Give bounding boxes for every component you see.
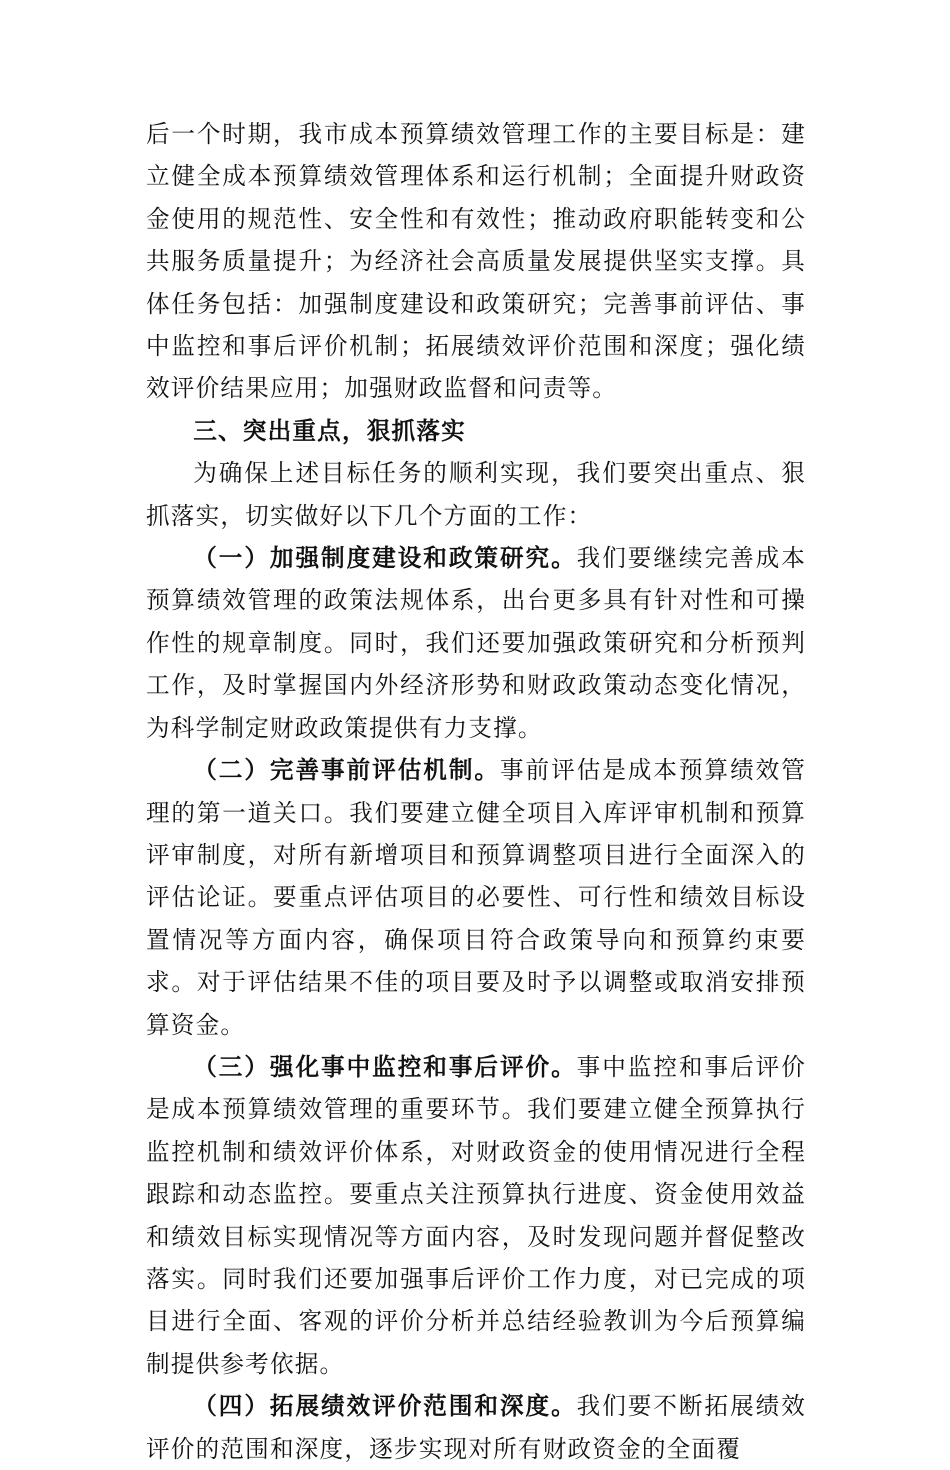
document-body <box>146 113 806 1470</box>
paragraph-intro-text: 为确保上述目标任务的顺利实现，我们要突出重点、狠抓落实，切实做好以下几个方面的工作： <box>146 459 806 530</box>
paragraph-intro <box>146 452 806 537</box>
subsection-one-body: 我们要继续完善成本预算绩效管理的政策法规体系，出台更多具有针对性和可操作性的规章制度。同时，我们还要加强政策研究和分析预判工作，及时掌握国内外经济形势和财政政策动态变化情况，为科学制定财政政策提供有力支撑。 <box>146 544 806 742</box>
subsection-two <box>146 749 806 1046</box>
subsection-three <box>146 1046 806 1385</box>
subsection-four <box>146 1385 806 1470</box>
subsection-two-body: 事前评估是成本预算绩效管理的第一道关口。我们要建立健全项目入库评审机制和预算评审制度，对所有新增项目和预算调整项目进行全面深入的评估论证。要重点评估项目的必要性、可行性和绩效目标设置情况等方面内容，确保项目符合政策导向和预算约束要求。对于评估结果不佳的项目要及时予以调整或取消安排预算资金。 <box>146 756 806 1039</box>
subsection-two-title: （二）完善事前评估机制。 <box>193 756 500 785</box>
subsection-one-title: （一）加强制度建设和政策研究。 <box>193 544 577 573</box>
subsection-three-title: （三）强化事中监控和事后评价。 <box>193 1052 577 1081</box>
paragraph-goals-text: 后一个时期，我市成本预算绩效管理工作的主要目标是：建立健全成本预算绩效管理体系和运行机制；全面提升财政资金使用的规范性、安全性和有效性；推动政府职能转变和公共服务质量提升；为经济社会高质量发展提供坚实支撑。具体任务包括：加强制度建设和政策研究；完善事前评估、事中监控和事后评价机制；拓展绩效评价范围和深度；强化绩效评价结果应用；加强财政监督和问责等。 <box>146 120 806 403</box>
paragraph-goals <box>146 113 806 410</box>
subsection-four-body: 我们要不断拓展绩效评价的范围和深度，逐步实现对所有财政资金的全面覆 <box>146 1392 806 1463</box>
section-heading-three-text: 三、突出重点，狠抓落实 <box>193 416 466 445</box>
subsection-one <box>146 537 806 749</box>
subsection-three-body: 事中监控和事后评价是成本预算绩效管理的重要环节。我们要建立健全预算执行监控机制和绩效评价体系，对财政资金的使用情况进行全程跟踪和动态监控。要重点关注预算执行进度、资金使用效益和绩效目标实现情况等方面内容，及时发现问题并督促整改落实。同时我们还要加强事后评价工作力度，对已完成的项目进行全面、客观的评价分析并总结经验教训为今后预算编制提供参考依据。 <box>146 1052 806 1378</box>
subsection-four-title: （四）拓展绩效评价范围和深度。 <box>193 1392 577 1421</box>
section-heading-three <box>146 410 806 452</box>
